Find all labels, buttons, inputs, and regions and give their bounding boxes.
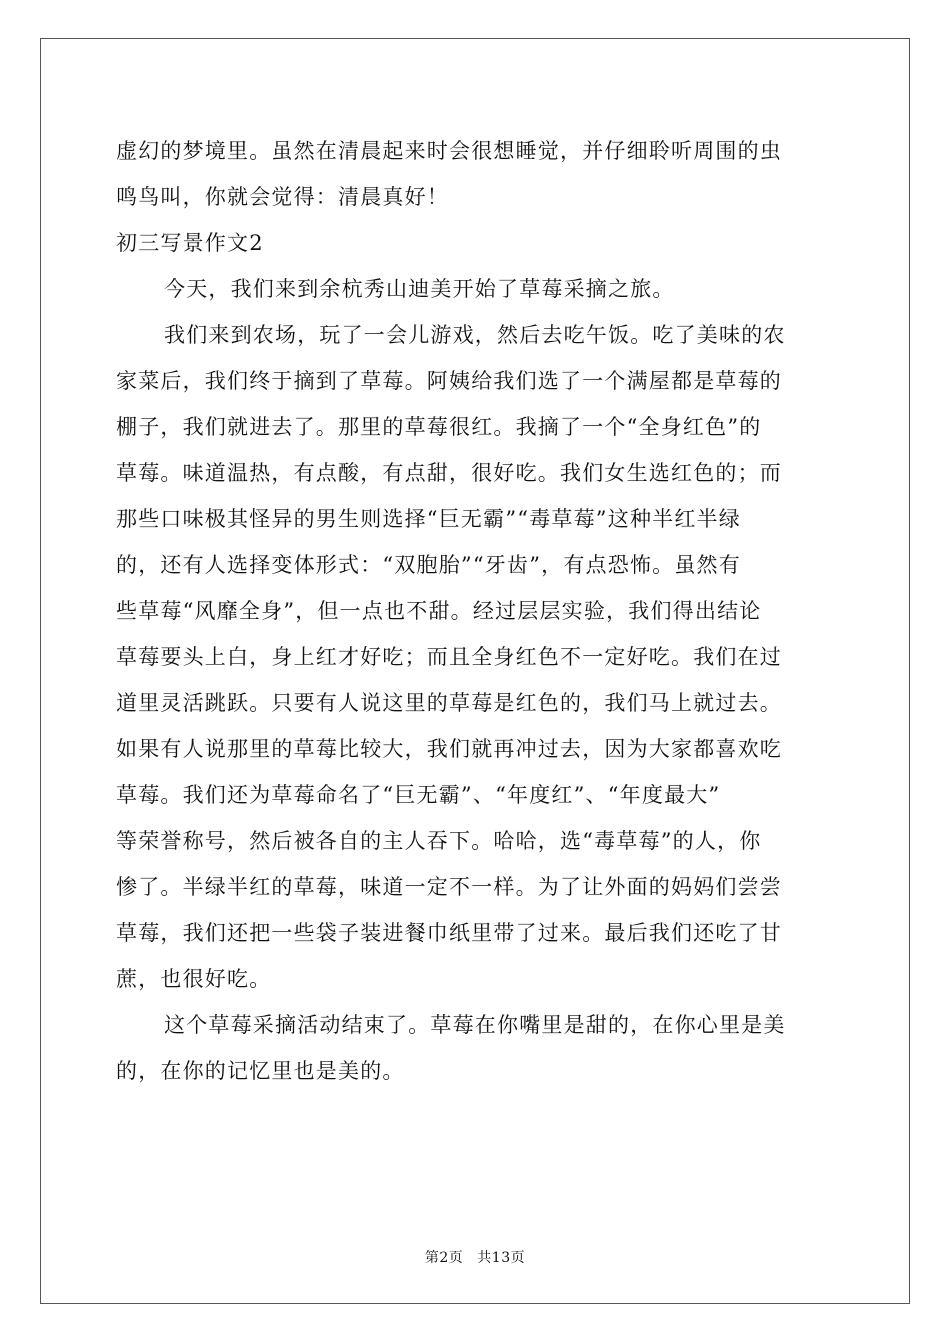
text-line: 家菜后，我们终于摘到了草莓。阿姨给我们选了一个满屋都是草莓的 bbox=[116, 369, 782, 393]
page-number: 第2页 bbox=[424, 1250, 464, 1266]
text-line: 惨了。半绿半红的草莓，味道一定不一样。为了让外面的妈妈们尝尝 bbox=[116, 875, 782, 899]
text-line: 草莓要头上白，身上红才好吃；而且全身红色不一定好吃。我们在过 bbox=[116, 645, 782, 669]
page-footer bbox=[0, 1247, 950, 1267]
text-line: 等荣誉称号，然后被各自的主人吞下。哈哈，选“毒草莓”的人，你 bbox=[116, 829, 762, 853]
text-line: 今天，我们来到余杭秀山迪美开始了草莓采摘之旅。 bbox=[164, 277, 675, 301]
text-line: 的，还有人选择变体形式：“双胞胎”“牙齿”，有点恐怖。虽然有 bbox=[116, 553, 741, 577]
text-line: 草莓。味道温热，有点酸，有点甜，很好吃。我们女生选红色的；而 bbox=[116, 461, 782, 485]
text-line: 草莓。我们还为草莓命名了“巨无霸”、“年度红”、“年度最大” bbox=[116, 783, 721, 807]
section-heading: 初三写景作文2 bbox=[116, 231, 264, 255]
total-pages: 共13页 bbox=[477, 1250, 526, 1266]
text-line: 道里灵活跳跃。只要有人说这里的草莓是红色的，我们马上就过去。 bbox=[116, 691, 782, 715]
text-line: 蔗，也很好吃。 bbox=[116, 967, 272, 991]
text-line: 些草莓“风靡全身”，但一点也不甜。经过层层实验，我们得出结论 bbox=[116, 599, 762, 623]
text-line: 虚幻的梦境里。虽然在清晨起来时会很想睡觉，并仔细聆听周围的虫 bbox=[116, 139, 782, 163]
text-line: 如果有人说那里的草莓比较大，我们就再冲过去，因为大家都喜欢吃 bbox=[116, 737, 782, 761]
text-line: 的，在你的记忆里也是美的。 bbox=[116, 1059, 405, 1083]
text-line: 草莓，我们还把一些袋子装进餐巾纸里带了过来。最后我们还吃了甘 bbox=[116, 921, 782, 945]
text-line: 我们来到农场，玩了一会儿游戏，然后去吃午饭。吃了美味的农 bbox=[164, 323, 786, 347]
document-body bbox=[116, 128, 832, 1094]
text-line: 棚子，我们就进去了。那里的草莓很红。我摘了一个“全身红色”的 bbox=[116, 415, 762, 439]
text-line: 那些口味极其怪异的男生则选择“巨无霸”“毒草莓”这种半红半绿 bbox=[116, 507, 741, 531]
text-line: 鸣鸟叫，你就会觉得：清晨真好！ bbox=[116, 185, 449, 209]
text-line: 这个草莓采摘活动结束了。草莓在你嘴里是甜的，在你心里是美 bbox=[164, 1013, 786, 1037]
